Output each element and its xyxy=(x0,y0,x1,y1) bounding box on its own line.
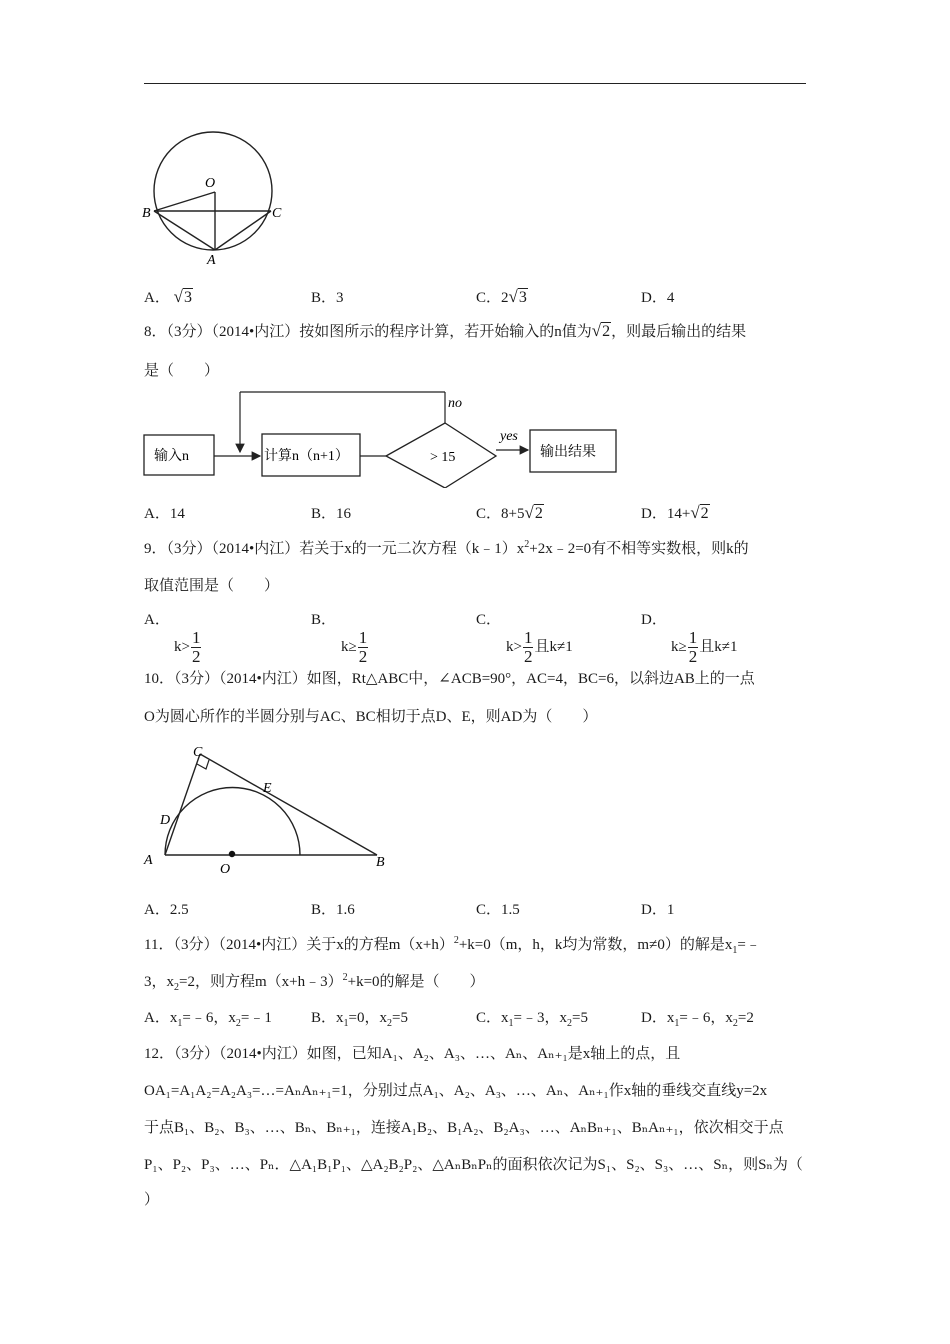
q12-stem-line1: 12．（3分）（2014•内江）如图，已知A₁、A₂、A₃、…、Aₙ、Aₙ₊₁是x轴上的点，且 xyxy=(144,1046,681,1062)
q11-option-c: C．$x_1=﹣3$，$x_2=5$ xyxy=(476,1010,588,1029)
q10-label-o: O xyxy=(220,862,231,877)
q11-stem-line1: 11．（3分）（2014•内江）关于x的方程$m(x+h)^2+k=0(m$，h，k均为常数，m≠0）的解是$x_1=﹣$ xyxy=(144,935,761,956)
q7-label-a: A xyxy=(207,253,216,268)
q9-option-c: C． k> $\frac{1}{2}$ 且k≠1 xyxy=(476,612,573,666)
q11-option-d: D．$x_1=﹣6$，$x_2=2$ xyxy=(641,1010,754,1029)
q7-option-a: A． √3 xyxy=(144,287,192,306)
flow-output-box: 输出结果 xyxy=(540,445,596,460)
q10-option-d: D．1 xyxy=(641,902,675,918)
q10-triangle-figure xyxy=(140,740,400,880)
q12-stem-line4: P₁、P₂、P₃、…、Pₙ．△A₁B₁P₁、△A₂B₂P₂、△AₙBₙPₙ的面积依次记为S₁、S₂、S₃、…、Sₙ，则Sₙ为（ xyxy=(144,1157,803,1173)
flow-calc-box: 计算n（n+1） xyxy=(264,449,349,464)
q8-stem-line2: 是（ ） xyxy=(144,363,220,379)
flow-condition: > 15 xyxy=(430,450,456,465)
q10-label-b: B xyxy=(376,855,385,870)
q10-stem-line2: O为圆心所作的半圆分别与AC、BC相切于点D、E，则AD为（ ） xyxy=(144,709,598,725)
q8-flowchart xyxy=(140,388,630,488)
q8-stem-line1: 8．（3分）（2014•内江）按如图所示的程序计算，若开始输入的n值为√2，则最后输出的结果 xyxy=(144,321,747,340)
q10-label-c: C xyxy=(193,745,203,760)
q9-stem-line2: 取值范围是（ ） xyxy=(144,578,280,594)
q9-option-b: B． k≥ $\frac{1}{2}$ xyxy=(311,612,368,666)
q10-option-c: C．1.5 xyxy=(476,902,520,918)
header-rule xyxy=(144,83,806,84)
q8-option-b: B．16 xyxy=(311,506,352,522)
q10-label-a: A xyxy=(144,853,153,868)
q11-stem-line2: 3，$x_2=2$，则方程m（x+h﹣3）$^2$+k=0的解是（ ） xyxy=(144,972,485,993)
q10-label-d: D xyxy=(160,813,171,828)
q11-option-a: A．$x_1=﹣6$，$x_2=﹣1$ xyxy=(144,1010,272,1029)
q9-option-d: D． k≥ $\frac{1}{2}$ 且k≠1 xyxy=(641,612,738,666)
q10-option-a: A．2.5 xyxy=(144,902,189,918)
q8-option-a: A．14 xyxy=(144,506,185,522)
q7-label-b: B xyxy=(142,206,151,221)
q7-option-c: C．2√3 xyxy=(476,287,527,306)
flow-no-label: no xyxy=(448,396,462,411)
q9-option-a: A． k> $\frac{1}{2}$ xyxy=(144,612,201,666)
q10-stem-line1: 10．（3分）（2014•内江）如图，Rt△ABC中，∠ACB=90°，AC=4，BC=6，以斜边AB上的一点 xyxy=(144,671,755,687)
flow-yes-label: yes xyxy=(500,429,518,444)
q7-circle-figure xyxy=(138,126,298,274)
q10-label-e: E xyxy=(263,781,272,796)
q10-option-b: B．1.6 xyxy=(311,902,355,918)
q7-label-c: C xyxy=(272,206,282,221)
q7-label-o: O xyxy=(205,176,216,191)
q7-option-b: B．3 xyxy=(311,290,344,306)
q7-option-d: D．4 xyxy=(641,290,675,306)
q12-stem-line2: OA₁=A₁A₂=A₂A₃=…=AₙAₙ₊₁=1，分别过点A₁、A₂、A₃、…、Aₙ、Aₙ₊₁作x轴的垂线交直线y=2x xyxy=(144,1083,768,1099)
q9-stem-line1: 9．（3分）（2014•内江）若关于x的一元二次方程$(k﹣1)x^2+2x﹣2=0$有不相等实数根，则k的 xyxy=(144,539,749,557)
q12-stem-line3: 于点B₁、B₂、B₃、…、Bₙ、Bₙ₊₁，连接A₁B₂、B₁A₂、B₂A₃、…、AₙBₙ₊₁、BₙAₙ₊₁，依次相交于点 xyxy=(144,1120,784,1136)
q8-option-c: C．8+5√2 xyxy=(476,503,543,522)
flow-input-box: 输入n xyxy=(154,449,189,464)
q12-stem-line5: ） xyxy=(144,1192,160,1208)
q11-option-b: B．$x_1=0$，$x_2=5$ xyxy=(311,1010,408,1029)
q8-option-d: D．14+√2 xyxy=(641,503,709,522)
